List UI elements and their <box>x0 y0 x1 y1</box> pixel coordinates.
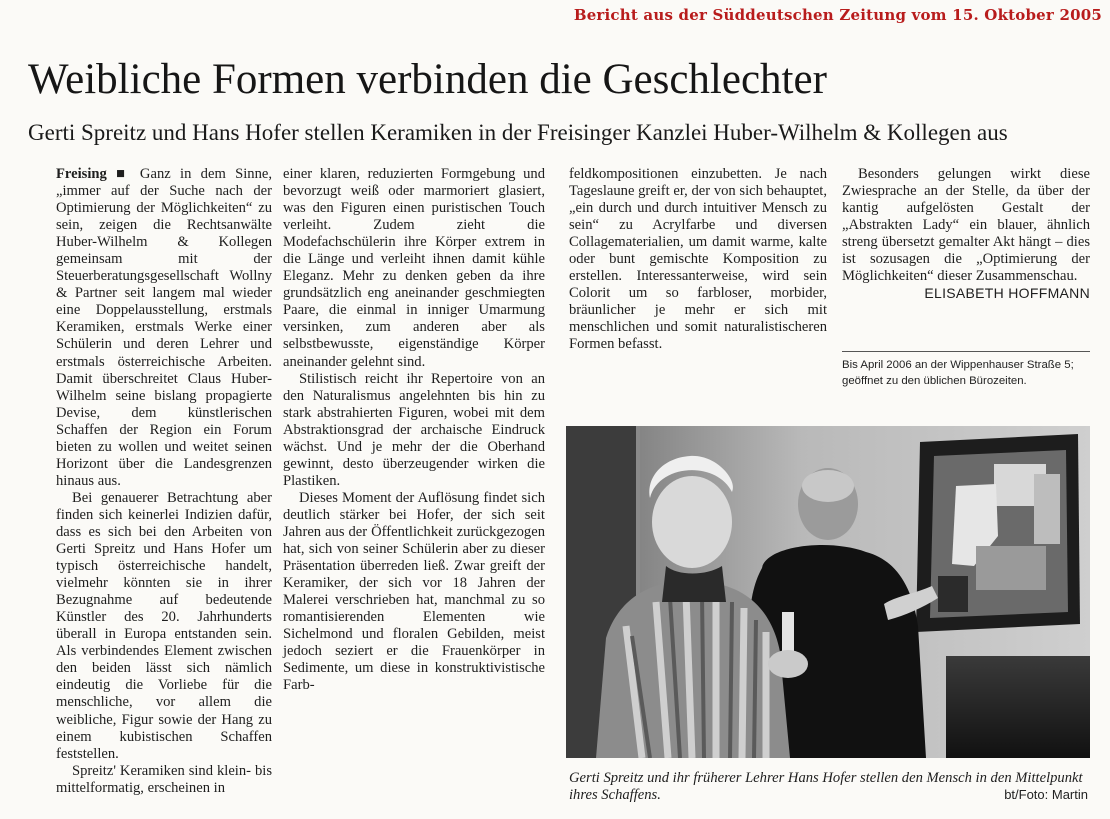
article-paragraph: feldkompositionen einzubetten. Je nach Tageslaune greift er, der von sich behauptet, „ein durch und durch intuitiver Mensch zu sein“ zu Acrylfarbe und diversen Collagematerialien, um damit warme, kalte oder bunt gemischte Komposition zu erstellen. Interessanterweise, wird sein Colorit um so farbloser, morbider, bräunlicher je mehr er sich mit menschlichen und somit naturalistischeren Formen befasst. <box>569 166 827 353</box>
article-column-1 <box>56 166 272 797</box>
source-line: Bericht aus der Süddeutschen Zeitung vom 15. Oktober 2005 <box>573 6 1102 24</box>
dateline: Freising <box>56 166 107 182</box>
article-paragraph: Bei genauerer Betrachtung aber finden sich keinerlei Indizien dafür, dass es sich bei den Arbeiten von Gerti Spreitz und Hans Hofer um typisch österreichische handelt, vielmehr könnten sie in ihrer Bezugnahme auf bedeutende Künstler des 20. Jahrhunderts überall in Europa entstanden sein. Als verbindendes Element zwischen den beiden lässt sich nämlich eindeutig die Vorliebe für die menschliche, vor allem die weibliche, Figur sowie der Hang zu einem kubistischen Schaffen feststellen. <box>56 489 272 762</box>
paragraph-text: Ganz in dem Sinne, „immer auf der Suche nach der Optimierung der Möglichkeiten“ zu sein, zeigen die Rechtsanwälte Huber-Wilhelm & Kollegen gemeinsam mit der Steuerberatungsgesellschaft Wollny & Partner seit langem mal wieder eine Doppelausstellung, erstmals Keramiken, erstmals Werke einer Schülerin und deren Lehrer und erstmals österreichische Arbeiten. Damit überschreitet Claus Huber-Wilhelm seine bislang propagierte Devise, dem künstlerischen Schaffen der Region ein Forum bieten zu wollen und weitet seinen Horizont über die Landesgrenzen hinaus aus. <box>56 166 272 489</box>
article-paragraph: Besonders gelungen wirkt diese Zwiesprache an der Stelle, da über der kantig aufgelösten Gestalt der „Abstrakten Lady“ ein blauer, ähnlich streng übersetzt gemalter Akt hängt – dies ist sozusagen die „Optimierung der Möglichkeiten“ dieser Zusammenschau. <box>842 166 1090 285</box>
article-column-4 <box>842 166 1090 302</box>
article-paragraph: Stilistisch reicht ihr Repertoire von an den Naturalismus angelehnten bis hin zu stark abstrahierten Figuren, wobei mit dem Abstraktionsgrad der archaische Eindruck wächst. Und je mehr der die Oberhand gewinnt, desto überzeugender wirken die Plastiken. <box>283 370 545 489</box>
article-column-3 <box>569 166 827 354</box>
author-byline: ELISABETH HOFFMANN <box>924 285 1090 302</box>
dateline-marker: ■ <box>116 166 131 182</box>
article-paragraph: Spreitz' Keramiken sind klein- bis mittelformatig, erscheinen in <box>56 762 272 796</box>
headline: Weibliche Formen verbinden die Geschlechter <box>28 56 827 103</box>
article-paragraph <box>56 166 272 490</box>
article-paragraph: Dieses Moment der Auflösung findet sich deutlich stärker bei Hofer, der sich seit Jahren aus der Öffentlichkeit zurückgezogen hat, sich von seiner Schülerin aber zu dieser Präsentation überreden ließ. Zwar greift der Keramiker, der sich vor 18 Jahren der Malerei verschrieben hat, manchmal zu so romantisierenden Elementen wie Sichelmond und floralen Gebilden, meist jedoch seziert er die Frauenkörper in Sedimente, um diese in konstruktivistische Farb- <box>283 489 545 694</box>
photo-caption: Gerti Spreitz und ihr früherer Lehrer Hans Hofer stellen den Mensch in den Mittelpunkt ihres Schaffens. <box>569 770 1083 803</box>
exhibition-note: Bis April 2006 an der Wippenhauser Straße 5; geöffnet zu den üblichen Bürozeiten. <box>842 359 1074 387</box>
painting <box>916 434 1080 632</box>
article-column-2 <box>283 166 545 694</box>
divider <box>842 351 1090 352</box>
article-photo <box>566 426 1090 758</box>
photo-credit: bt/Foto: Martin <box>1004 787 1088 802</box>
subheadline: Gerti Spreitz und Hans Hofer stellen Keramiken in der Freisinger Kanzlei Huber-Wilhelm & Kollegen aus <box>28 120 1008 145</box>
article-paragraph: einer klaren, reduzierten Formgebung und bevorzugt weiß oder marmoriert glasiert, was den Figuren einen puristischen Touch verleiht. Zudem zieht die Modefachschülerin ihre Körper extrem in die Länge und verleiht ihnen damit kühle Eleganz. Mehr zu denken geben da ihre grundsätzlich eng aneinander geschmiegten Paare, die einmal in inniger Umarmung versinken, zum anderen aber als selbstbewusste, eigenständige Körper aneinander gelehnt sind. <box>283 166 545 370</box>
photo-illustration <box>566 426 1090 758</box>
